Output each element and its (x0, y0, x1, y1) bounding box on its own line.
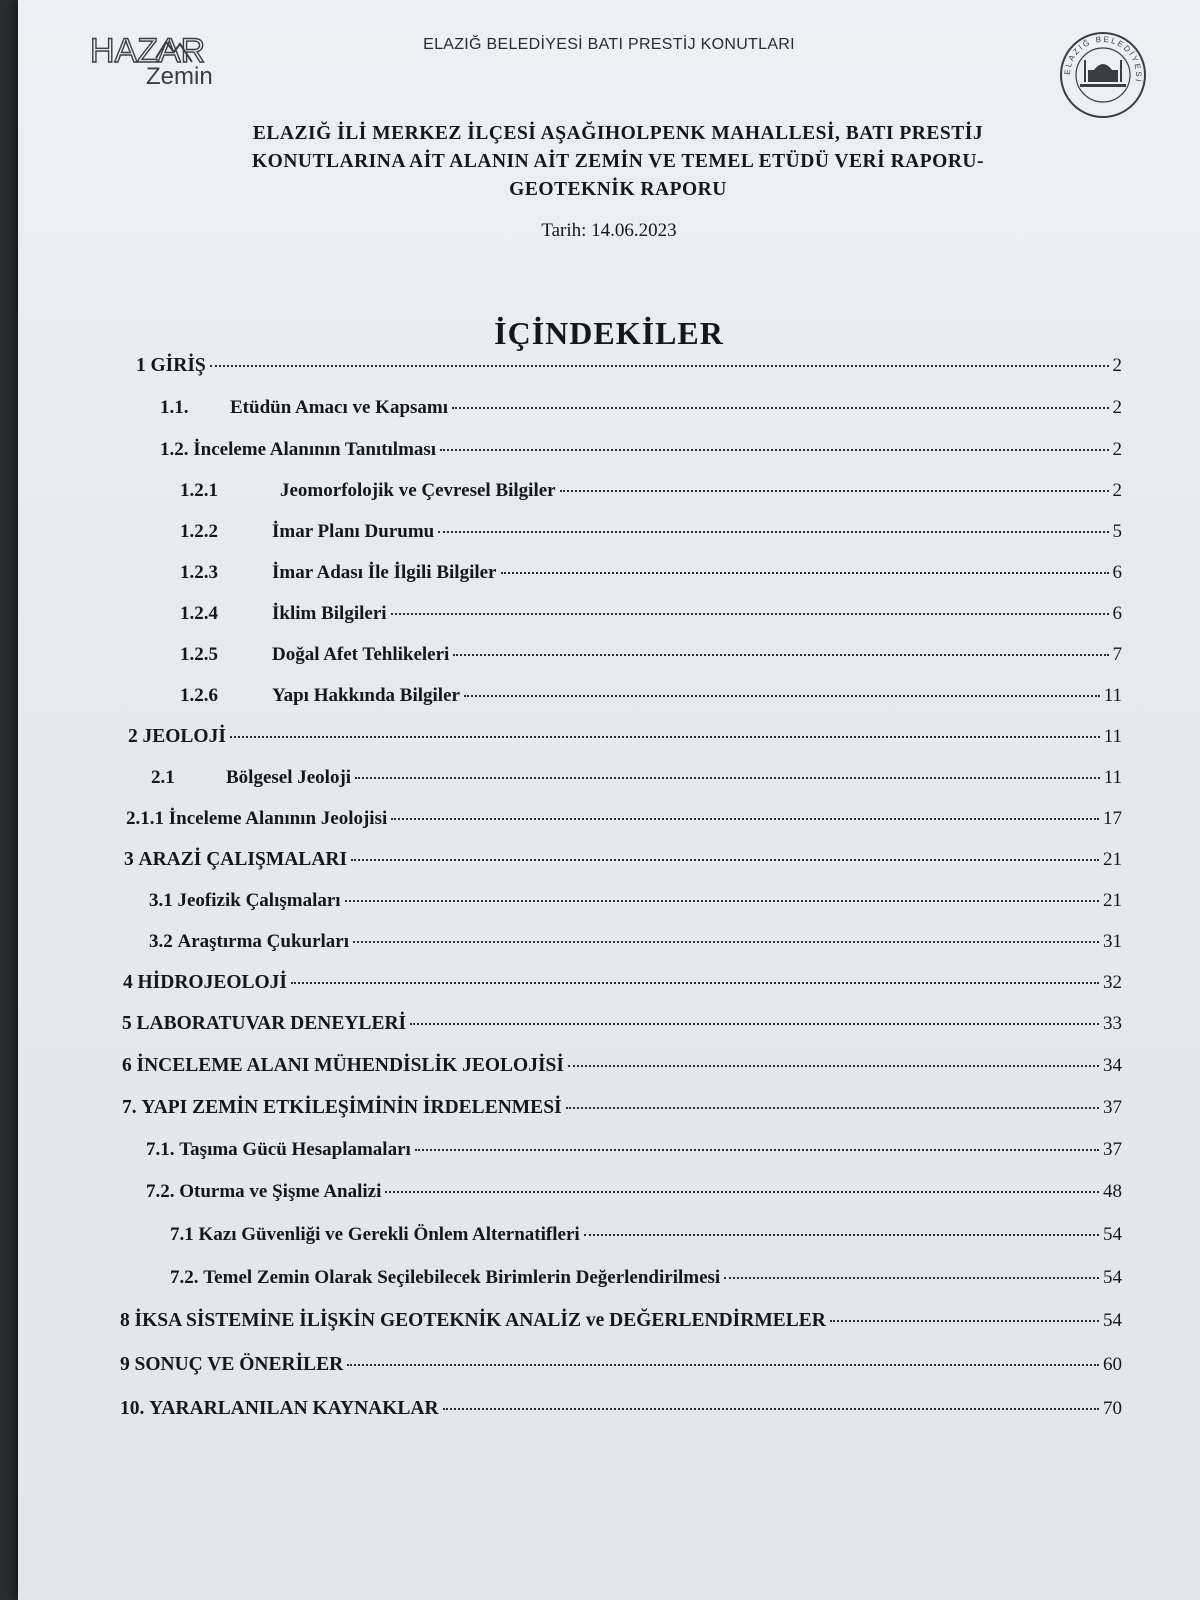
toc-leader (560, 490, 1109, 492)
toc-entry[interactable]: 4 HİDROJEOLOJİ 32 (123, 972, 1122, 993)
toc-leader (385, 1191, 1099, 1193)
toc-entry[interactable]: 1.2.2 İmar Planı Durumu 5 (180, 521, 1122, 542)
toc-leader (391, 613, 1109, 615)
report-title-line-1: ELAZIĞ İLİ MERKEZ İLÇESİ AŞAĞIHOLPENK MAHALLESİ, BATI PRESTİJ (252, 123, 984, 144)
municipality-seal-icon (1058, 30, 1148, 120)
toc-leader (830, 1320, 1099, 1322)
toc-leader (410, 1023, 1099, 1025)
toc-entry[interactable]: 7. YAPI ZEMİN ETKİLEŞİMİNİN İRDELENMESİ 37 (122, 1097, 1122, 1118)
toc-entry[interactable]: 1.2.6 Yapı Hakkında Bilgiler 11 (180, 685, 1122, 706)
report-title-line-2: KONUTLARINA AİT ALANIN AİT ZEMİN VE TEMEL ETÜDÜ VERİ RAPORU- (252, 151, 984, 172)
toc-entry[interactable]: 3.1 Jeofizik Çalışmaları 21 (149, 890, 1122, 911)
toc-leader (355, 777, 1100, 779)
toc-entry[interactable]: 3.2 Araştırma Çukurları 31 (149, 931, 1122, 952)
document-page (18, 0, 1200, 1600)
toc-entry[interactable]: 1.2.1 Jeomorfolojik ve Çevresel Bilgiler 2 (180, 480, 1122, 501)
toc-entry[interactable]: 8 İKSA SİSTEMİNE İLİŞKİN GEOTEKNİK ANALİZ ve DEĞERLENDİRMELER 54 (120, 1310, 1122, 1331)
toc-leader (501, 572, 1109, 574)
toc-entry[interactable]: 10. YARARLANILAN KAYNAKLAR 70 (120, 1398, 1122, 1419)
toc-leader (566, 1107, 1099, 1109)
header-title: ELAZIĞ BELEDİYESİ BATI PRESTİJ KONUTLARI (423, 36, 795, 53)
toc-entry[interactable]: 7.1. Taşıma Gücü Hesaplamaları 37 (146, 1139, 1122, 1160)
toc-leader (391, 818, 1099, 820)
toc-entry[interactable]: 5 LABORATUVAR DENEYLERİ 33 (122, 1013, 1122, 1034)
toc-heading: İÇİNDEKİLER (494, 315, 724, 351)
toc-entry[interactable]: 7.1 Kazı Güvenliği ve Gerekli Önlem Alternatifleri 54 (170, 1224, 1122, 1245)
toc-leader (452, 407, 1108, 409)
toc-entry[interactable]: 1.2.3 İmar Adası İle İlgili Bilgiler 6 (180, 562, 1122, 583)
toc-leader (568, 1065, 1099, 1067)
svg-text:Zemin: Zemin (146, 63, 213, 88)
report-title (118, 120, 1118, 204)
toc-entry[interactable]: 1.2.5 Doğal Afet Tehlikeleri 7 (180, 644, 1122, 665)
toc-leader (464, 695, 1100, 697)
toc-entry[interactable]: 1 GİRİŞ 2 (136, 355, 1122, 376)
toc-entry[interactable]: 2 JEOLOJİ 11 (128, 726, 1122, 747)
toc-leader (453, 654, 1108, 656)
toc-entry[interactable]: 1.1. Etüdün Amacı ve Kapsamı 2 (160, 397, 1122, 418)
toc-entry[interactable]: 3 ARAZİ ÇALIŞMALARI 21 (124, 849, 1122, 870)
toc-leader (210, 365, 1109, 367)
toc-leader (347, 1364, 1099, 1366)
toc-entry[interactable]: 9 SONUÇ VE ÖNERİLER 60 (120, 1354, 1122, 1375)
svg-text:ELAZIĞ BELEDİYESİ: ELAZIĞ BELEDİYESİ (1062, 34, 1144, 85)
toc-entry[interactable]: 1.2.4 İklim Bilgileri 6 (180, 603, 1122, 624)
page-header (18, 28, 1200, 88)
toc-leader (345, 900, 1099, 902)
toc-entry[interactable]: 1.2. İnceleme Alanının Tanıtılması 2 (160, 439, 1122, 460)
svg-text:HAZAR: HAZAR (90, 32, 206, 70)
toc-leader (440, 449, 1108, 451)
report-date: Tarih: 14.06.2023 (541, 220, 677, 241)
toc-leader (724, 1277, 1099, 1279)
toc-entry[interactable]: 2.1.1 İnceleme Alanının Jeolojisi 17 (126, 808, 1122, 829)
toc-entry[interactable]: 7.2. Temel Zemin Olarak Seçilebilecek Birimlerin Değerlendirilmesi 54 (170, 1267, 1122, 1288)
report-title-line-3: GEOTEKNİK RAPORU (509, 179, 727, 200)
toc-leader (584, 1234, 1099, 1236)
toc-entry[interactable]: 6 İNCELEME ALANI MÜHENDİSLİK JEOLOJİSİ 34 (122, 1055, 1122, 1076)
toc-entry[interactable]: 7.2. Oturma ve Şişme Analizi 48 (146, 1181, 1122, 1202)
toc-leader (443, 1408, 1099, 1410)
toc-entry[interactable]: 2.1 Bölgesel Jeoloji 11 (151, 767, 1122, 788)
toc-leader (291, 982, 1099, 984)
toc-leader (351, 859, 1099, 861)
toc-leader (438, 531, 1108, 533)
toc-leader (230, 736, 1100, 738)
toc-leader (353, 941, 1099, 943)
toc-leader (415, 1149, 1099, 1151)
